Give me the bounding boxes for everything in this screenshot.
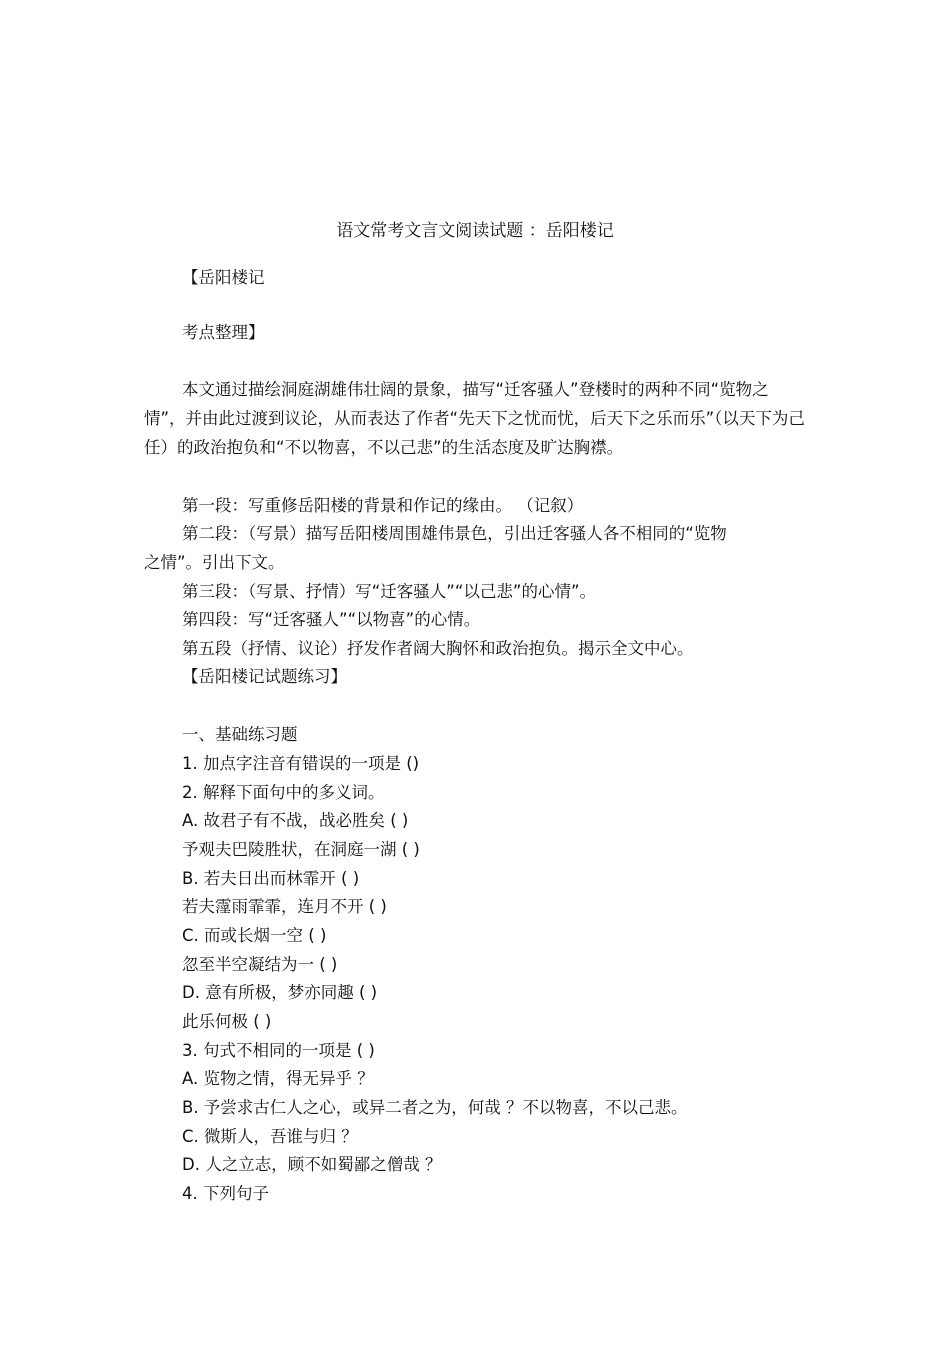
paragraph-4-summary: 第四段：写“迁客骚人”“以物喜”的心情。 — [182, 610, 481, 629]
paragraph-3-summary: 第三段：（写景、抒情）写“迁客骚人”“以己悲”的心情”。 — [182, 582, 596, 601]
question-3: 3. 句式不相同的一项是 ( ) — [182, 1041, 375, 1060]
intro-text: 本文通过描绘洞庭湖雄伟壮阔的景象，描写“迁客骚人”登楼时的两种不同“览物之情”，并由此过渡到议论，从而表达了作者“先天下之忧而忧，后天下之乐而乐”（以天下为己任）的政治抱负和“不以物喜，不以己悲”的生活态度及旷达胸襟。 — [144, 380, 805, 457]
practice-heading: 【岳阳楼记试题练习】 — [182, 667, 347, 686]
paragraph-1-summary: 第一段：写重修岳阳楼的背景和作记的缘由。 （记叙） — [182, 496, 584, 515]
question-3-option-d: D. 人之立志，顾不如蜀鄙之僧哉 ？ — [182, 1155, 442, 1174]
question-4: 4. 下列句子 — [182, 1184, 269, 1203]
question-1: 1. 加点字注音有错误的一项是 () — [182, 754, 420, 773]
question-3-option-c: C. 微斯人，吾谁与归 ？ — [182, 1127, 358, 1146]
document-title: 语文常考文言文阅读试题 ：岳阳楼记 — [336, 221, 614, 241]
question-2-option-c2: 忽至半空凝结为一 ( ) — [182, 955, 338, 974]
question-2-option-b2: 若夫霪雨霏霏，连月不开 ( ) — [182, 897, 387, 916]
question-2-option-b1: B. 若夫日出而林霏开 ( ) — [182, 869, 360, 888]
paragraph-2-summary-line2: 之情”。引出下文。 — [144, 553, 285, 572]
intro-paragraph — [144, 375, 808, 462]
question-2-option-a2: 予观夫巴陵胜状，在洞庭一湖 ( ) — [182, 840, 420, 859]
question-2-option-d2: 此乐何极 ( ) — [182, 1012, 272, 1031]
question-2-option-c1: C. 而或长烟一空 ( ) — [182, 926, 327, 945]
heading-yueyanglouji: 【岳阳楼记 — [182, 268, 265, 287]
question-3-option-b: B. 予尝求古仁人之心，或异二者之为，何哉 ？不以物喜，不以己悲。 — [182, 1098, 688, 1117]
question-3-option-a: A. 览物之情，得无异乎 ？ — [182, 1069, 374, 1088]
paragraph-5-summary: 第五段（抒情、议论）抒发作者阔大胸怀和政治抱负。揭示全文中心。 — [182, 639, 694, 658]
paragraph-2-summary-line1: 第二段：（写景）描写岳阳楼周围雄伟景色，引出迁客骚人各不相同的“览物 — [182, 524, 727, 543]
section-basic-exercises: 一、基础练习题 — [182, 725, 298, 744]
question-2: 2. 解释下面句中的多义词。 — [182, 783, 385, 802]
heading-key-points: 考点整理】 — [182, 323, 265, 342]
question-2-option-d1: D. 意有所极，梦亦同趣 ( ) — [182, 983, 378, 1002]
question-2-option-a1: A. 故君子有不战，战必胜矣 ( ) — [182, 811, 409, 830]
